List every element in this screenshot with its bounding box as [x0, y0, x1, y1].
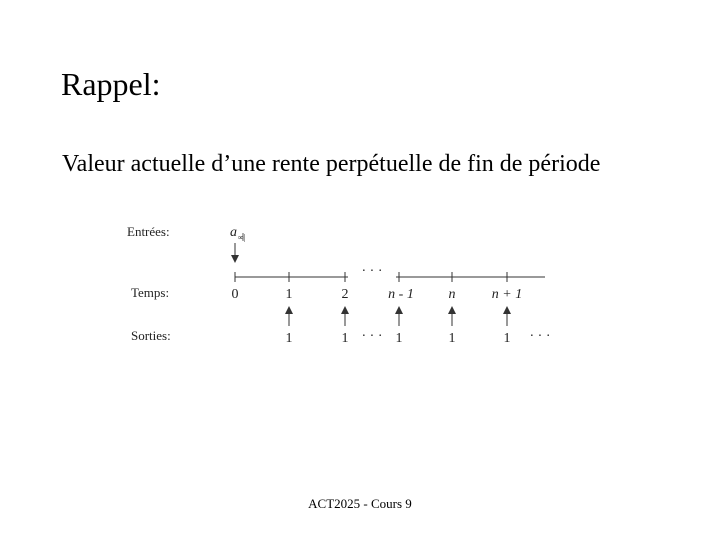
row-label-inflows: Entrées:	[127, 224, 170, 239]
inflow-value: a	[230, 225, 237, 240]
payment-amount-n-minus-1: 1	[395, 331, 403, 346]
time-label-n-plus-1: n + 1	[491, 287, 523, 302]
row-label-outflows: Sorties:	[131, 328, 171, 343]
time-label-n-minus-1: n - 1	[388, 287, 414, 302]
slide-title: Rappel:	[61, 66, 161, 102]
payment-amount-2: 1	[341, 331, 349, 346]
row-label-time: Temps:	[131, 285, 170, 300]
slide-footer: ACT2025 - Cours 9	[308, 496, 412, 511]
payment-amount-n: 1	[448, 331, 456, 346]
time-label-n: n	[448, 287, 456, 302]
slide-subtitle: Valeur actuelle d’une rente perpétuelle de fin de période	[62, 151, 601, 177]
timeline-ellipsis: · · ·	[361, 264, 383, 279]
payment-ellipsis-middle: · · ·	[361, 329, 383, 344]
payment-amount-1: 1	[285, 331, 293, 346]
time-label-1: 1	[285, 287, 293, 302]
time-label-0: 0	[231, 287, 239, 302]
payment-ellipsis-end: · · ·	[529, 329, 551, 344]
inflow-subscript: ∞|	[238, 233, 246, 242]
time-label-2: 2	[341, 287, 349, 302]
payment-amount-n-plus-1: 1	[503, 331, 511, 346]
